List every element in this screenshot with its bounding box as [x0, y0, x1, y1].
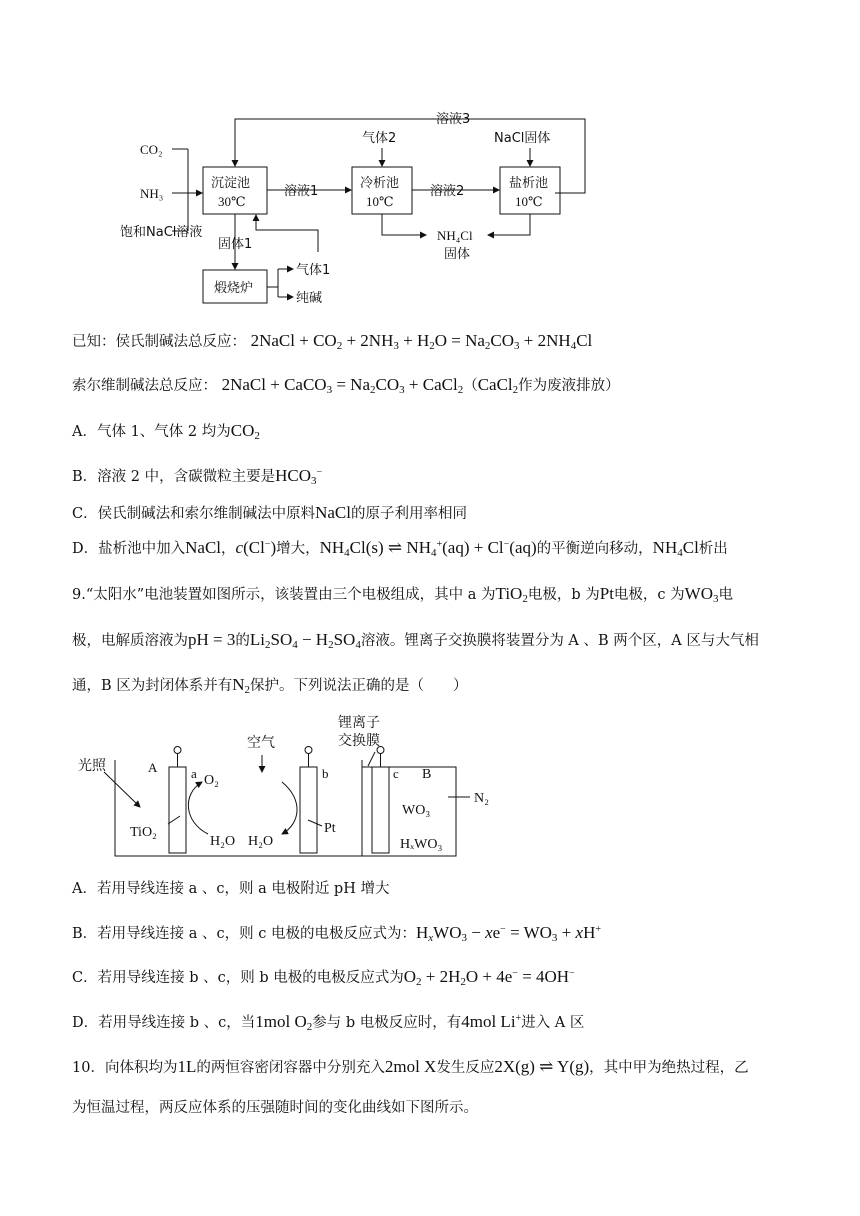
- label-zone-b: B: [422, 767, 432, 782]
- q8-option-b: B．溶液 2 中，含碳微粒主要是$HCO_3^-$: [72, 466, 323, 487]
- tank2-temp: 10℃: [366, 194, 394, 209]
- known-solvay-reaction: 索尔维制碱法总反应： 2NaCl + CaCO$_3$ = $Na_2CO_3$ + CaCl$_2$（CaCl$_2$作为废液排放）: [72, 375, 620, 396]
- electrode-a: [169, 767, 186, 853]
- label-b: b: [322, 766, 329, 781]
- label-tio2: TiO₂: [130, 825, 157, 840]
- tank1-temp: 30℃: [218, 194, 246, 209]
- label-light: 光照: [78, 758, 106, 774]
- label-soda: 纯碱: [296, 291, 323, 306]
- label-membrane-2: 交换膜: [338, 733, 380, 749]
- label-h2o-left: H₂O: [210, 834, 236, 849]
- solar-water-cell-diagram: [72, 712, 512, 862]
- tank1-name: 沉淀池: [211, 176, 251, 191]
- label-nh4cl: NH₄Cl: [437, 228, 473, 243]
- process-flowchart: [120, 104, 600, 314]
- q10-stem-line2: 为恒温过程，两反应体系的压强随时间的变化曲线如下图所示。: [72, 1100, 478, 1116]
- tank2-name: 冷析池: [360, 176, 400, 191]
- label-solid1: 固体1: [218, 237, 253, 252]
- label-co2: CO₂: [140, 142, 163, 157]
- label-solution2: 溶液2: [430, 184, 465, 199]
- label-air: 空气: [247, 735, 275, 751]
- label-wo3: WO₃: [402, 803, 431, 818]
- label-solution1: 溶液1: [284, 184, 319, 199]
- label-gas2: 气体2: [362, 131, 397, 146]
- q9-option-b: B．若用导线连接 a 、c，则 c 电极的电极反应式为：$H_xWO_3 - xe^- = WO_3 + xH^+$: [72, 923, 601, 944]
- q9-stem-line2: 极，电解质溶液为pH = 3的$Li_2SO_4 - H_2SO_4$溶液。锂离子交换膜将装置分为 A 、B 两个区，A 区与大气相: [72, 630, 759, 651]
- label-a: a: [191, 766, 197, 781]
- q8-option-a: A．气体 1、气体 2 均为$CO_2$: [72, 421, 260, 442]
- q9-option-d: D．若用导线连接 b 、c，当1mol $O_2$参与 b 电极反应时，有4mol Li+进入 A 区: [72, 1012, 585, 1033]
- q9-option-c: C．若用导线连接 b 、c，则 b 电极的电极反应式为$O_2 + 2H_2O + 4e^- = 4OH^-$: [72, 967, 575, 988]
- q9-stem-line1: 9.“太阳水”电池装置如图所示，该装置由三个电极组成，其中 a 为TiO$_2$电极，b 为Pt电极，c 为$WO_3$电: [72, 584, 733, 605]
- label-membrane-1: 锂离子: [338, 715, 380, 731]
- q8-option-c: C．侯氏制碱法和索尔维制碱法中原料NaCl的原子利用率相同: [72, 503, 467, 522]
- label-saturated-nacl: 饱和NaCl溶液: [120, 225, 203, 240]
- label-o2: O₂: [204, 773, 219, 788]
- label-zone-a: A: [148, 760, 158, 775]
- label-nh4cl-solid: 固体: [444, 247, 471, 262]
- label-h2o-right: H₂O: [248, 834, 274, 849]
- label-gas1: 气体1: [296, 263, 331, 278]
- electrode-c: [372, 767, 389, 853]
- label-hxwo3: HₓWO₃: [400, 837, 443, 852]
- label-pt: Pt: [324, 821, 336, 836]
- q9-stem-line3: 通，B 区为封闭体系并有$N_2$保护。下列说法正确的是（ ）: [72, 675, 468, 696]
- known-hou-reaction: 已知：侯氏制碱法总反应： 2NaCl + $CO_2 + 2NH_3 + H_2O = Na_2CO_3 + 2NH_4Cl$: [72, 331, 593, 352]
- q9-option-a: A．若用导线连接 a 、c，则 a 电极附近 pH 增大: [72, 881, 390, 897]
- label-nacl-solid: NaCl固体: [494, 131, 551, 146]
- label-c: c: [393, 766, 399, 781]
- electrode-b: [300, 767, 317, 853]
- q8-option-d: D．盐析池中加入NaCl，c(Cl−)增大，$NH_4Cl(s)$ ⇌ $NH_4^+(aq) + Cl^-(aq)$的平衡逆向移动，$NH_4Cl$析出: [72, 538, 728, 559]
- label-n2: N₂: [474, 791, 489, 806]
- tank3-temp: 10℃: [515, 194, 543, 209]
- q10-stem-line1: 10．向体积均为1L的两恒容密闭容器中分别充入2mol X发生反应2X(g) ⇌ Y(g)，其中甲为绝热过程，乙: [72, 1057, 749, 1076]
- label-solution3: 溶液3: [436, 112, 471, 127]
- label-nh3: NH₃: [140, 186, 164, 201]
- furnace-name: 煅烧炉: [214, 281, 254, 296]
- tank3-name: 盐析池: [509, 176, 549, 191]
